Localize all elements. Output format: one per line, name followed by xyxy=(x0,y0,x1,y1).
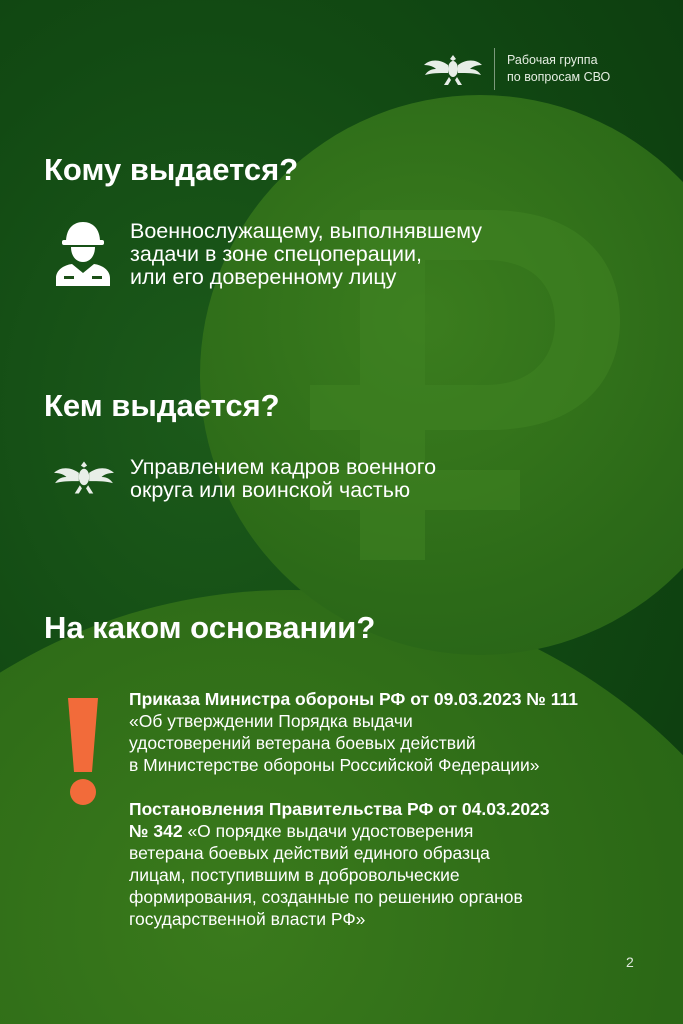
org-name-line-1: Рабочая группа xyxy=(507,53,598,67)
section-title-who: Кому выдается? xyxy=(44,152,299,187)
soldier-icon xyxy=(56,218,110,286)
basis-1-title: Приказа Министра обороны РФ от 09.03.2023 № 111 xyxy=(129,689,579,709)
header-divider xyxy=(494,48,495,90)
who-line-2: задачи в зоне спецоперации, xyxy=(130,242,423,266)
basis-1-line-3: в Министерстве обороны Российской Федерации» xyxy=(129,755,540,775)
eagle-emblem-icon xyxy=(422,49,484,89)
eagle-emblem-icon xyxy=(52,456,116,500)
who-line-3: или его доверенному лицу xyxy=(130,265,397,289)
basis-1-line-1: «Об утверждении Порядка выдачи xyxy=(129,711,413,731)
section-title-by-whom: Кем выдается? xyxy=(44,388,280,423)
by-whom-description xyxy=(130,456,550,502)
basis-item-resolution-342 xyxy=(129,798,659,930)
basis-1-line-2: удостоверений ветерана боевых действий xyxy=(129,733,476,753)
exclamation-icon xyxy=(66,698,100,806)
org-name xyxy=(507,52,647,86)
basis-item-order-111 xyxy=(129,688,659,776)
basis-2-line-3: формирования, созданные по решению органов xyxy=(129,887,523,907)
basis-2-number: № 342 xyxy=(129,821,183,841)
basis-2-title: Постановления Правительства РФ от 04.03.2023 xyxy=(129,799,550,819)
basis-2-line-0 xyxy=(129,820,659,842)
who-description xyxy=(130,220,580,289)
by-line-1: Управлением кадров военного xyxy=(130,455,437,479)
basis-2-line-4: государственной власти РФ» xyxy=(129,909,366,929)
section-title-basis: На каком основании? xyxy=(44,610,376,645)
basis-2-inline-rest: «О порядке выдачи удостоверения xyxy=(182,821,474,841)
by-line-2: округа или воинской частью xyxy=(130,478,411,502)
org-name-line-2: по вопросам СВО xyxy=(507,70,611,84)
page-number: 2 xyxy=(626,954,634,970)
who-line-1: Военнослужащему, выполнявшему xyxy=(130,219,483,243)
basis-2-line-2: лицам, поступившим в добровольческие xyxy=(129,865,460,885)
header xyxy=(422,46,647,92)
basis-2-line-1: ветерана боевых действий единого образца xyxy=(129,843,490,863)
